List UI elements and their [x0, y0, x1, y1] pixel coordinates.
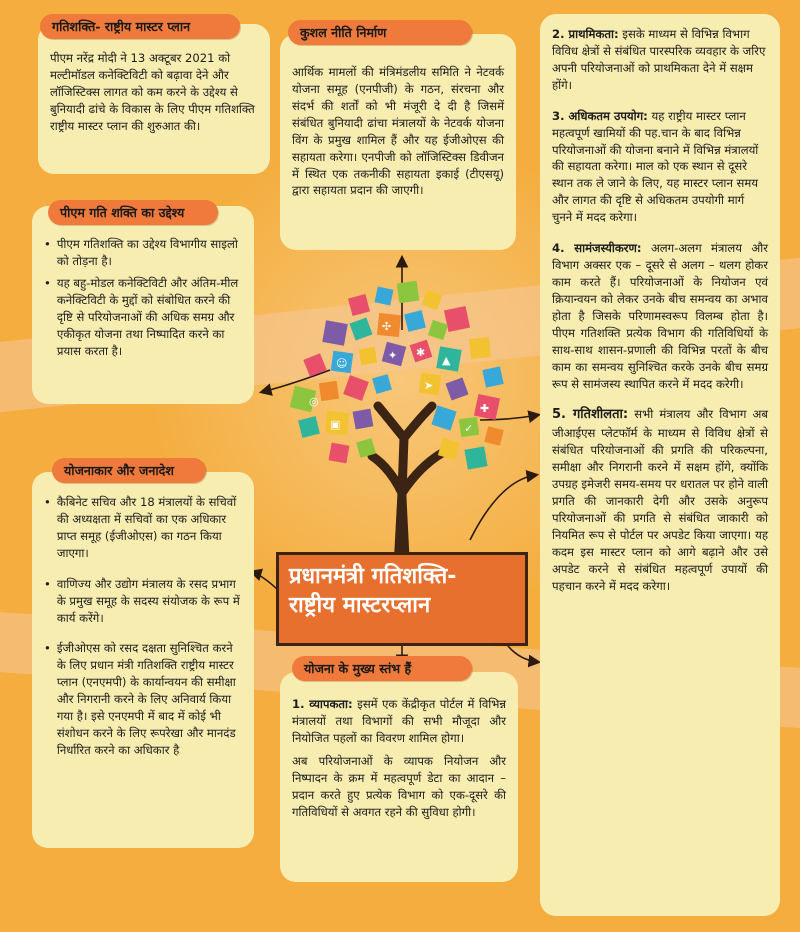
list-item: • कैबिनेट सचिव और 18 मंत्रालयों के सचिवों की अध्यक्षता में सचिवों का एक अधिकार प्राप्त समूह (ईजीओएस) का गठन किया जाएगा। [44, 495, 237, 560]
box-policy-making [280, 34, 516, 250]
list-item: • वाणिज्य और उद्योग मंत्रालय के रसद प्रभाग के प्रमुख समूह के सदस्य संयोजक के रूप में कार्य करेंगे। [44, 576, 240, 625]
pillar-1-text: इसमें एक केंद्रीकृत पोर्टल में विभिन्न मंत्रालयों तथा विभागों की सभी मौजूदा और नियोजित पहलों का विवरण शामिल होगा। [292, 697, 507, 745]
pillar-1-continued: अब परियोजनाओं के व्यापक नियोजन और निष्पादन के क्रम में महत्वपूर्ण डेटा का आदान – प्रदान करते हुए प्रत्येक विभाग को एक-दूसरे की गतिविधियों से अवगत रहने की सुविधा होगी। [292, 753, 506, 819]
pillar-2-heading: 2. प्राथमिकता: [552, 27, 619, 41]
pillar-4-heading: 4. सामंजस्यीकरण: [552, 241, 642, 256]
box-planners-mandate [32, 472, 254, 848]
tag-pillars: योजना के मुख्य स्तंभ हैं [292, 656, 472, 681]
tag-objective: पीएम गति शक्ति का उद्देश्य [48, 200, 218, 225]
main-title-line1: प्रधानमंत्री गतिशक्ति- [289, 564, 457, 589]
pillar-5-text: सभी मंत्रालय और विभाग अब जीआईएस प्लेटफॉर्म के माध्यम से विविध क्षेत्रों से संबंधित परियोजनाओं की प्रगति की परिकल्पना, समीक्षा और निगरानी करने में सक्षम होंगे, क्योंकि उपग्रह इमेजरी समय-समय पर धरातल पर होने वाली प्रगति की जानकारी देगी और उसके अनुरूप परियोजनाओं की प्रगति से संबंधित जाकारी को नियमित रूप से पोर्टल पर अपडेट किया जाएगा। यह कदम इस मास्टर प्लान को आगे बढ़ाने और उसे अपडेट करने से संबंधित महत्वपूर्ण उपायों की पहचान करने में मदद करेगा। [552, 407, 768, 593]
tree-illustration [280, 278, 530, 568]
policy-text: आर्थिक मामलों की मंत्रिमंडलीय समिति ने नेटवर्क योजना समूह (एनपीजी) के गठन, संरचना और संदर्भ की शर्तों को भी मंजूरी दे दी है जिसमें संबंधित बुनियादी ढांचा मंत्रालयों के नेटवर्क योजना विंग के प्रमुख शामिल हैं और यह ईजीओएस की सहायता करेगा। एनपीजी को लॉजिस्टिक्स डिवीजन में स्थित एक तकनीकी सहायता इकाई (टीएसयू) द्वारा सहायता प्रदान की जाएगी। [292, 65, 504, 198]
pillar-3-heading: 3. अधिकतम उपयोग: [552, 108, 648, 123]
list-item: • यह बहु-मोडल कनेक्टिविटी और अंतिम-मील कनेक्टिविटी के मुद्दों को संबोधित करने की दृष्टि से परियोजनाओं की अधिक समग्र और एकीकृत योजना तथा निष्पादित करने का प्रयास करता है। [44, 275, 239, 358]
main-title [276, 552, 528, 646]
presentation-icon: ▣ [330, 418, 341, 431]
target-icon: ◎ [309, 395, 319, 408]
arrow-left-bottom [252, 572, 278, 590]
checklist-icon: ✓ [464, 422, 474, 435]
cursor-icon: ➤ [424, 379, 434, 392]
handshake-icon: ✚ [480, 402, 490, 415]
intro-text: पीएम नरेंद्र मोदी ने 13 अक्टूबर 2021 को मल्टीमॉडल कनेक्टिविटी को बढ़ावा देने और लॉजिस्टिक्स लागत को कम करने के उद्देश्य से बुनियादी ढांचे के विकास के लिए पीएम गतिशक्ति राष्ट्रीय मास्टर प्लान की शुरुआत की। [50, 51, 255, 133]
team-icon: ☺ [336, 357, 348, 370]
main-title-line2: राष्ट्रीय मास्टरप्लान [289, 592, 431, 618]
lightbulb-icon: ✦ [388, 349, 398, 362]
tree-leaf-tiles [290, 281, 504, 470]
gear-icon: ✱ [416, 346, 426, 359]
network-icon: ✣ [382, 320, 392, 333]
pillar-5-heading: 5. गतिशीलता: [552, 407, 629, 423]
list-item: • पीएम गतिशक्ति का उद्देश्य विभागीय साइलो को तोड़ना है। [44, 237, 238, 268]
box-pillars [280, 672, 518, 882]
tag-gatishakti-intro: गतिशक्ति- राष्ट्रीय मास्टर प्लान [40, 14, 240, 39]
box-objective [32, 206, 254, 404]
chart-icon: ▲ [442, 354, 451, 367]
list-item: • ईजीओएस को रसद दक्षता सुनिश्चित करने के लिए प्रधान मंत्री गतिशक्ति राष्ट्रीय मास्टर प्लान (एनएमपी) के कार्यान्वयन की समीक्षा और निगरानी करने के लिए अनिवार्य किया गया है। इसे एनएमपी में बाद में कोई भी संशोधन करने के लिए रूपरेखा और मानदंड निर्धारित करने का अधिकार है [44, 641, 236, 757]
pillar-1-heading: 1. व्यापकता: [292, 697, 353, 711]
pillar-2-text: इसके माध्यम से विभिन्न विभाग विविध क्षेत्रों से संबंधित पारस्परिक व्यवहार के जरिए अपनी परियोजनाओं को प्राथमिकता देने में सक्षम होंगे। [552, 27, 766, 92]
box-right-pillars [540, 14, 780, 916]
tag-planners-mandate: योजनाकार और जनादेश [52, 458, 206, 483]
pillar-3-text: यह राष्ट्रीय मास्टर प्लान महत्वपूर्ण खामियों की पह.चान के बाद विभिन्न परियोजनाओं की योजना बनाने में विभिन्न मंत्रालयों की सहायता करेगा। माल को एक स्थान से दूसरे स्थान तक ले जाने के लिए, यह मास्टर प्लान समय और लागत की दृष्टि से अधिकतम उपयोगी मार्ग चुनने में मदद करेगा। [552, 108, 759, 225]
arrow-right-bottom [508, 646, 538, 662]
box-gatishakti-intro [38, 24, 270, 174]
pillar-4-text: अलग-अलग मंत्रालय और विभाग अक्सर एक – दूसरे से अलग – थलग होकर काम करते हैं। परियोजनाओं के नियोजन एवं क्रियान्वयन को लेकर उनके बीच समन्वय का अभाव होता है जिसके परिणामस्वरूप विलम्ब होता है। पीएम गतिशक्ति प्रत्येक विभाग की गतिविधियों के साथ-साथ शासन-प्रणाली की विभिन्न परतों के बीच काम का समन्वय सुनिश्चित करके उनके बीच समग्र रूप से सामंजस्य स्थापित करने में मदद करेगी। [552, 241, 768, 391]
tag-policy-making: कुशल नीति निर्माण [288, 20, 472, 45]
